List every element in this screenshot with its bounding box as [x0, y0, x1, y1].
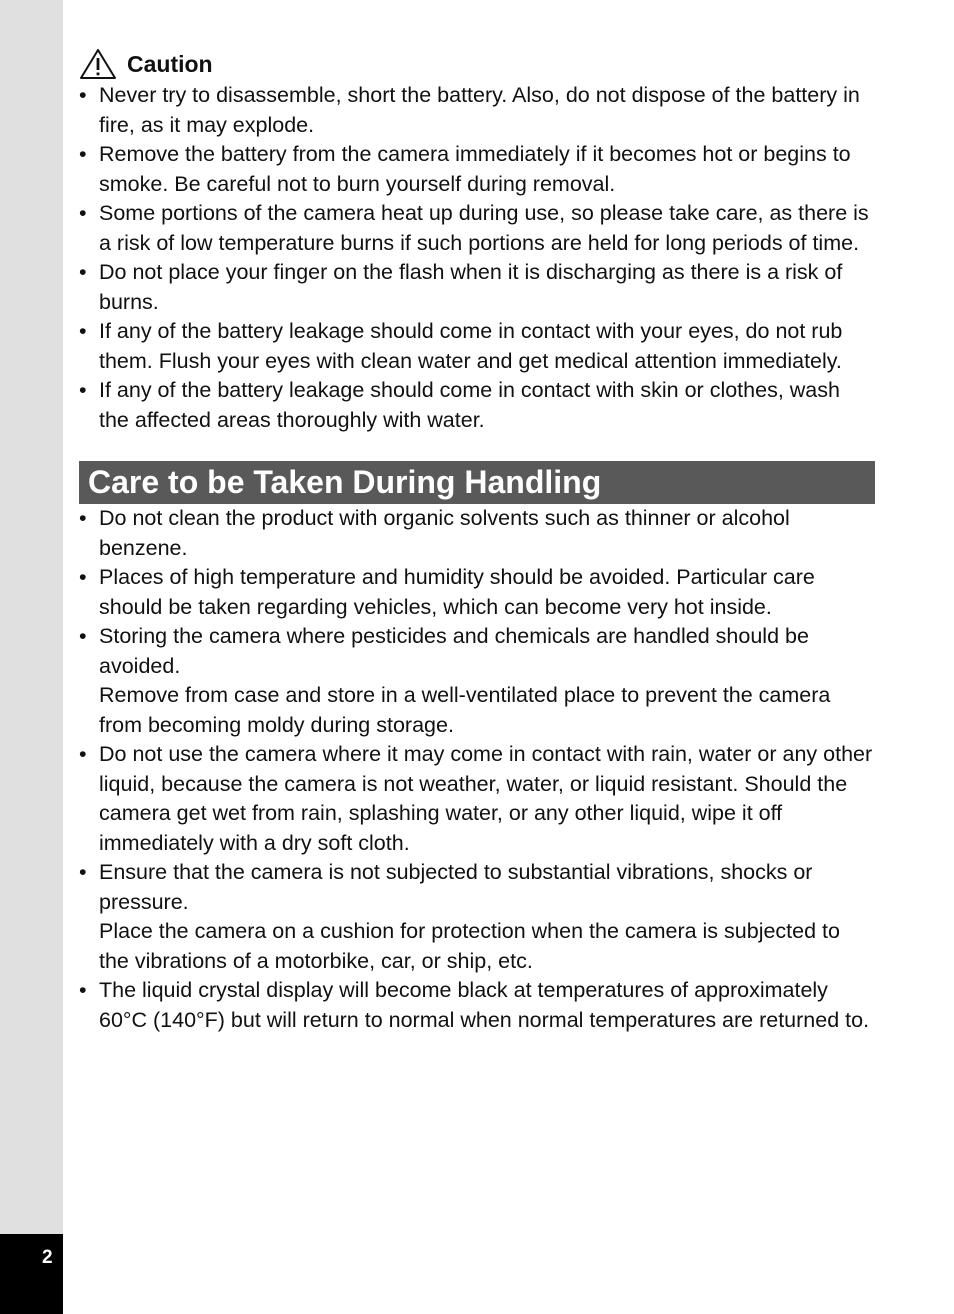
list-item: • Never try to disassemble, short the battery. Also, do not dispose of the battery in fire, as it may explode. — [79, 81, 875, 140]
list-item-paragraph: Ensure that the camera is not subjected to substantial vibrations, shocks or pressure. — [99, 860, 813, 914]
page-number-tab — [0, 1234, 63, 1314]
section-heading-bar — [79, 461, 875, 504]
caution-title: Caution — [127, 51, 213, 77]
list-item: • Places of high temperature and humidity should be avoided. Particular care should be taken regarding vehicles, which can become very hot inside. — [79, 563, 875, 622]
list-item: • Do not use the camera where it may come in contact with rain, water or any other liquid, because the camera is not weather, water, or liquid resistant. Should the camera get wet from rain, splashing water, or any other liquid, wipe it off immediately with a dry soft cloth. — [79, 740, 875, 858]
page-number: 2 — [42, 1247, 53, 1268]
list-item: • Remove the battery from the camera immediately if it becomes hot or begins to smoke. Be careful not to burn yourself during removal. — [79, 140, 875, 199]
warning-triangle-icon — [79, 48, 117, 80]
list-item-paragraph: Place the camera on a cushion for protection when the camera is subjected to the vibrations of a motorbike, car, or ship, etc. — [99, 919, 840, 973]
caution-list — [79, 81, 875, 435]
list-item: • If any of the battery leakage should come in contact with skin or clothes, wash the affected areas thoroughly with water. — [79, 376, 875, 435]
side-margin-strip — [0, 0, 63, 1314]
handling-list — [79, 504, 875, 1035]
caution-heading — [79, 47, 875, 81]
list-item: • Do not clean the product with organic solvents such as thinner or alcohol benzene. — [79, 504, 875, 563]
list-item-paragraph: Remove from case and store in a well-ventilated place to prevent the camera from becoming moldy during storage. — [99, 683, 831, 737]
list-item: • If any of the battery leakage should come in contact with your eyes, do not rub them. Flush your eyes with clean water and get medical attention immediately. — [79, 317, 875, 376]
section-title: Care to be Taken During Handling — [88, 464, 602, 500]
list-item — [79, 622, 875, 740]
list-item: • Do not place your finger on the flash when it is discharging as there is a risk of burns. — [79, 258, 875, 317]
list-item — [79, 858, 875, 976]
list-item: • The liquid crystal display will become black at temperatures of approximately 60°C (140°F) but will return to normal when normal temperatures are returned to. — [79, 976, 875, 1035]
list-item: • Some portions of the camera heat up during use, so please take care, as there is a risk of low temperature burns if such portions are held for long periods of time. — [79, 199, 875, 258]
page-content — [79, 47, 875, 1035]
list-item-paragraph: Storing the camera where pesticides and chemicals are handled should be avoided. — [99, 624, 809, 678]
